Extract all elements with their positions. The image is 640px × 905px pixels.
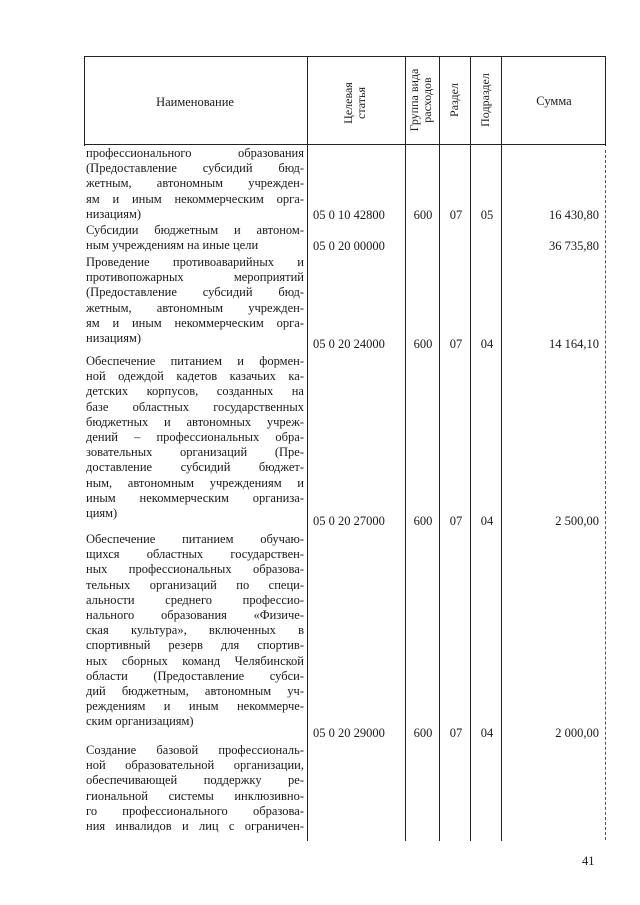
- row-name: Обеспечение питанием обучаю- щихся областных государствен- ных профессиональных образова- тельных организаций по специ- альности среднего профессио- нального образования «Физиче- ская культура», включенных в спортивный резерв для спортив- ных сборных команд Челябинской области (Предоставление субси- дий бюджетным, автономным уч- реждениям и иным некоммерче- ским организациям): [86, 532, 304, 729]
- header-target-article: Целевая статья: [341, 82, 368, 124]
- row-sum: 14 164,10: [549, 337, 599, 351]
- row-sum: 36 735,80: [549, 239, 599, 253]
- row-section: 07: [449, 337, 463, 351]
- col-divider-subsection: [501, 56, 502, 841]
- col-divider-name: [307, 56, 308, 841]
- header-expense-group: Группа вида расходов: [407, 68, 434, 132]
- row-group: 600: [413, 337, 433, 351]
- row-group: 600: [413, 726, 433, 740]
- row-sum: 16 430,80: [549, 208, 599, 222]
- row-name: Обеспечение питанием и формен- ной одеждой кадетов казачьих ка- детских корпусов, созданных на базе областных государственных бюджетных и автономных учреж- дений – профессиональных обра- зовательных организаций (Пре- доставление субсидий бюджет- ным, автономным учреждениям и иным некоммерческим организа- циям): [86, 354, 304, 521]
- row-subsection: 05: [480, 208, 494, 222]
- row-subsection: 04: [480, 514, 494, 528]
- col-divider-section: [470, 56, 471, 841]
- row-code: 05 0 20 24000: [313, 337, 385, 351]
- row-name: Субсидии бюджетным и автоном- ным учреждениям на иные цели: [86, 223, 304, 253]
- row-code: 05 0 10 42800: [313, 208, 385, 222]
- row-section: 07: [449, 514, 463, 528]
- header-section: Раздел: [447, 83, 461, 117]
- table-top-border: [84, 56, 606, 57]
- header-subsection: Подраздел: [478, 73, 492, 127]
- row-code: 05 0 20 00000: [313, 239, 385, 253]
- header-name: Наименование: [156, 95, 234, 109]
- page-number: 41: [582, 854, 595, 868]
- row-name: профессионального образования (Предоставление субсидий бюд- жетным, автономным учрежден- ям и иным некоммерческим орга- низациям): [86, 146, 304, 221]
- table-right-dashed: [605, 150, 606, 840]
- row-section: 07: [449, 726, 463, 740]
- row-sum: 2 500,00: [555, 514, 599, 528]
- row-subsection: 04: [480, 337, 494, 351]
- header-sum: Сумма: [536, 94, 572, 108]
- col-divider-group: [439, 56, 440, 841]
- row-name: Создание базовой профессиональ- ной образовательной организации, обеспечивающей поддержку ре- гиональной системы инклюзивно- го профессионального образова- ния инвалидов и лиц с ограничен-: [86, 743, 304, 834]
- row-group: 600: [413, 514, 433, 528]
- row-section: 07: [449, 208, 463, 222]
- col-divider-code: [405, 56, 406, 841]
- table-right-border: [605, 56, 606, 146]
- row-subsection: 04: [480, 726, 494, 740]
- row-code: 05 0 20 27000: [313, 514, 385, 528]
- table-left-border: [84, 56, 85, 146]
- row-code: 05 0 20 29000: [313, 726, 385, 740]
- row-sum: 2 000,00: [555, 726, 599, 740]
- row-name: Проведение противоаварийных и противопожарных мероприятий (Предоставление субсидий бюд- жетным, автономным учрежден- ям и иным некоммерческим орга- низациям): [86, 255, 304, 346]
- row-group: 600: [413, 208, 433, 222]
